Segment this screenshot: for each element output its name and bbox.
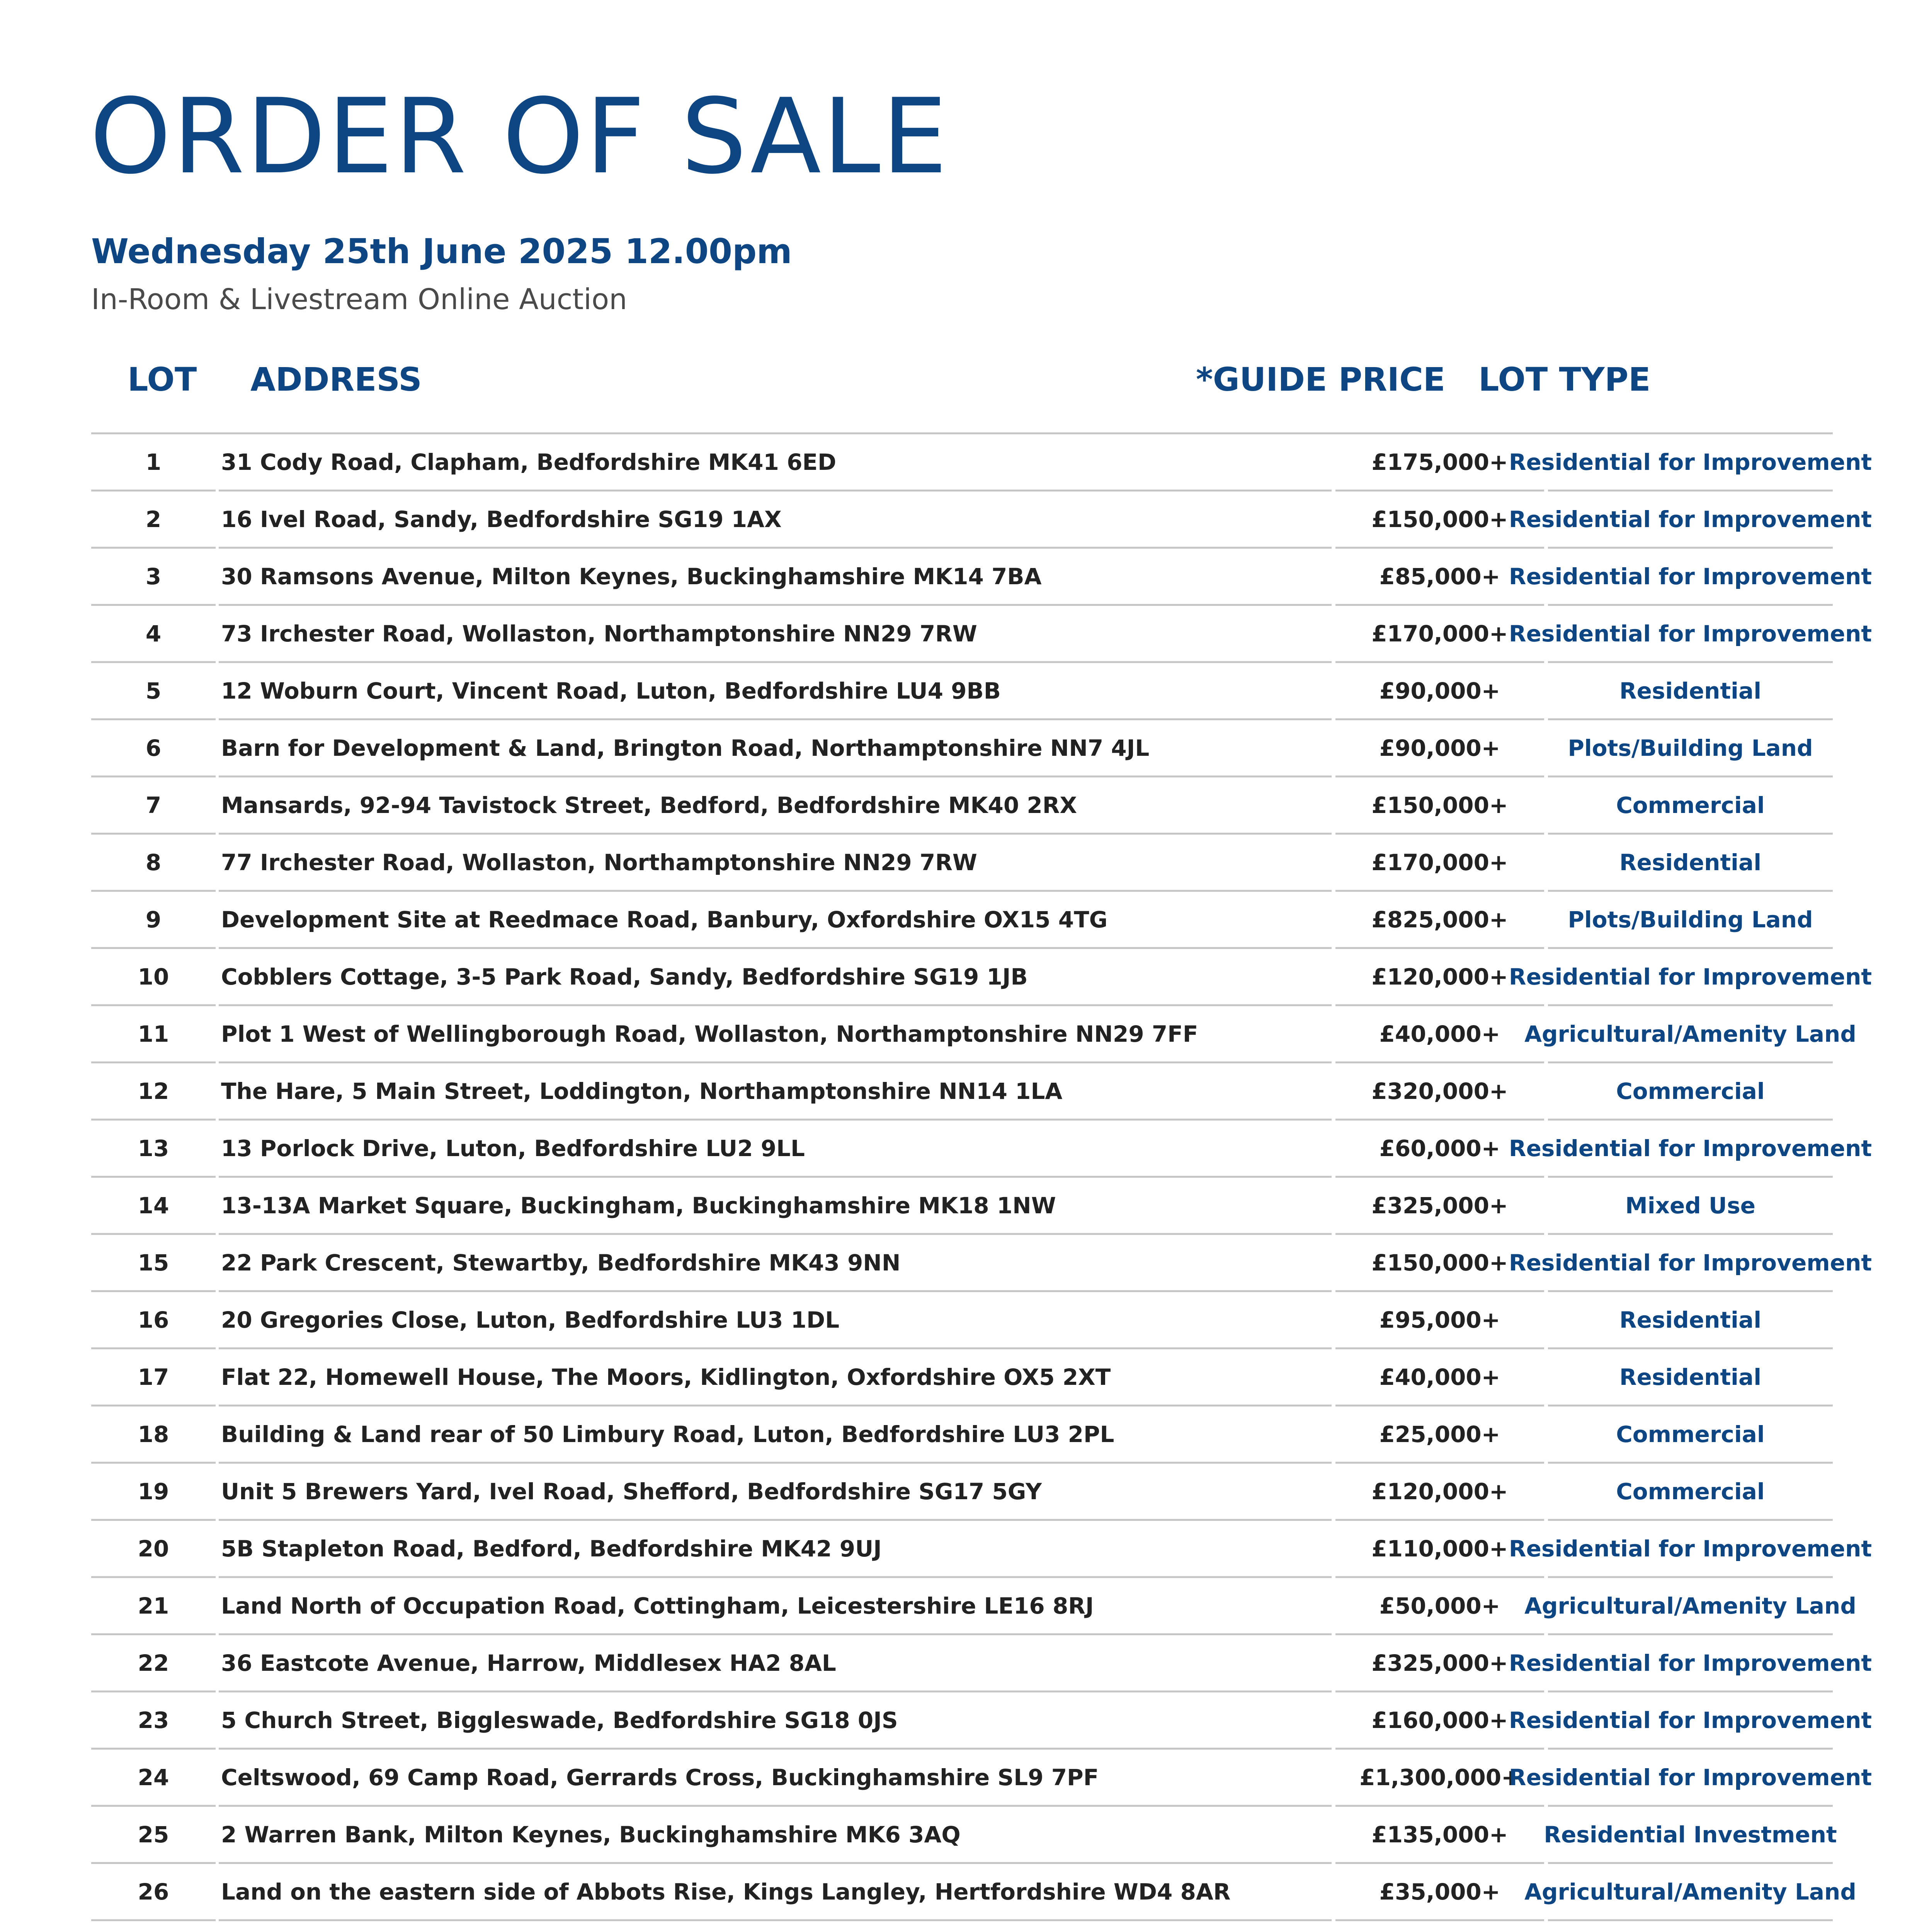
- table-row: [91, 1235, 1872, 1292]
- lot-address: Building & Land rear of 50 Limbury Road, Luton, Bedfordshire LU3 2PL: [219, 1406, 1332, 1464]
- lot-address: 2 Warren Bank, Milton Keynes, Buckinghamshire MK6 3AQ: [219, 1807, 1332, 1864]
- lot-number: 22: [91, 1635, 216, 1692]
- lot-number: 25: [91, 1807, 216, 1864]
- lot-guide-price: £90,000+: [1335, 663, 1544, 720]
- lot-guide-price: £150,000+: [1335, 492, 1544, 549]
- lot-number: 12: [91, 1063, 216, 1121]
- lot-number: 16: [91, 1292, 216, 1349]
- lot-number: [91, 1921, 216, 1932]
- auction-date: Wednesday 25th June 2025 12.00pm: [91, 231, 792, 271]
- lot-type: [1548, 1921, 1833, 1932]
- lot-guide-price: £40,000+: [1335, 1006, 1544, 1063]
- lot-guide-price: £170,000+: [1335, 835, 1544, 892]
- lot-address: 5B Stapleton Road, Bedford, Bedfordshire MK42 9UJ: [219, 1521, 1332, 1578]
- lot-type: Residential for Improvement: [1548, 492, 1833, 549]
- lot-type: Residential for Improvement: [1548, 1121, 1833, 1178]
- table-row: [91, 1006, 1856, 1063]
- table-row: [91, 1692, 1872, 1750]
- lot-guide-price: £150,000+: [1335, 1235, 1544, 1292]
- lot-number: 7: [91, 777, 216, 835]
- lot-type: Residential for Improvement: [1548, 949, 1833, 1006]
- lot-type: Residential for Improvement: [1548, 549, 1833, 606]
- lot-guide-price: [1335, 1921, 1544, 1932]
- table-row: [91, 1921, 1833, 1932]
- lot-type: Residential for Improvement: [1548, 1521, 1833, 1578]
- lot-address: The Hare, 5 Main Street, Loddington, Northamptonshire NN14 1LA: [219, 1063, 1332, 1121]
- lot-address: Celtswood, 69 Camp Road, Gerrards Cross, Buckinghamshire SL9 7PF: [219, 1750, 1332, 1807]
- lot-type: Agricultural/Amenity Land: [1548, 1578, 1833, 1635]
- lot-type: Plots/Building Land: [1548, 720, 1833, 777]
- table-row: [91, 1807, 1837, 1864]
- lot-address: 30 Ramsons Avenue, Milton Keynes, Buckinghamshire MK14 7BA: [219, 549, 1332, 606]
- lot-number: 14: [91, 1178, 216, 1235]
- lot-address: Flat 22, Homewell House, The Moors, Kidlington, Oxfordshire OX5 2XT: [219, 1349, 1332, 1406]
- lot-address: Cobblers Cottage, 3-5 Park Road, Sandy, Bedfordshire SG19 1JB: [219, 949, 1332, 1006]
- lot-type: Plots/Building Land: [1548, 892, 1833, 949]
- lot-type: Residential for Improvement: [1548, 606, 1833, 663]
- lot-type: Residential: [1548, 1292, 1833, 1349]
- lot-guide-price: £320,000+: [1335, 1063, 1544, 1121]
- table-row: [91, 492, 1872, 549]
- column-header-address: ADDRESS: [250, 361, 422, 398]
- lot-guide-price: £35,000+: [1335, 1864, 1544, 1921]
- lot-number: 5: [91, 663, 216, 720]
- lot-address: Development Site at Reedmace Road, Banbury, Oxfordshire OX15 4TG: [219, 892, 1332, 949]
- order-of-sale-table: [91, 432, 1872, 1932]
- lot-number: 2: [91, 492, 216, 549]
- column-header-lot-type: LOT TYPE: [1478, 361, 1651, 398]
- lot-number: 13: [91, 1121, 216, 1178]
- table-row: [91, 1292, 1833, 1349]
- lot-type: Residential for Improvement: [1548, 1692, 1833, 1750]
- lot-number: 17: [91, 1349, 216, 1406]
- lot-guide-price: £85,000+: [1335, 549, 1544, 606]
- lot-type: Residential for Improvement: [1548, 1750, 1833, 1807]
- table-row: [91, 949, 1872, 1006]
- lot-number: 4: [91, 606, 216, 663]
- lot-guide-price: £90,000+: [1335, 720, 1544, 777]
- column-header-guide-price: *GUIDE PRICE: [1196, 361, 1446, 398]
- table-row: [91, 1578, 1856, 1635]
- table-row: [91, 606, 1872, 663]
- lot-number: 10: [91, 949, 216, 1006]
- lot-guide-price: £170,000+: [1335, 606, 1544, 663]
- table-row: [91, 1063, 1833, 1121]
- table-row: [91, 1864, 1856, 1921]
- lot-address: 31 Cody Road, Clapham, Bedfordshire MK41 6ED: [219, 434, 1332, 492]
- lot-type: Commercial: [1548, 1406, 1833, 1464]
- lot-address: Unit 5 Brewers Yard, Ivel Road, Shefford, Bedfordshire SG17 5GY: [219, 1464, 1332, 1521]
- lot-guide-price: £825,000+: [1335, 892, 1544, 949]
- table-row: [91, 777, 1833, 835]
- lot-type: Residential: [1548, 663, 1833, 720]
- lot-address: 13 Porlock Drive, Luton, Bedfordshire LU2 9LL: [219, 1121, 1332, 1178]
- lot-type: Mixed Use: [1548, 1178, 1833, 1235]
- auction-type: In-Room & Livestream Online Auction: [91, 283, 628, 316]
- lot-number: 9: [91, 892, 216, 949]
- lot-number: 1: [91, 434, 216, 492]
- lot-type: Residential: [1548, 835, 1833, 892]
- lot-number: 23: [91, 1692, 216, 1750]
- table-row: [91, 1521, 1872, 1578]
- lot-guide-price: £160,000+: [1335, 1692, 1544, 1750]
- lot-guide-price: £325,000+: [1335, 1635, 1544, 1692]
- lot-type: Agricultural/Amenity Land: [1548, 1864, 1833, 1921]
- lot-number: 21: [91, 1578, 216, 1635]
- lot-address: 22 Park Crescent, Stewartby, Bedfordshire MK43 9NN: [219, 1235, 1332, 1292]
- lot-number: 8: [91, 835, 216, 892]
- lot-type: Commercial: [1548, 777, 1833, 835]
- lot-number: 3: [91, 549, 216, 606]
- lot-address: 13-13A Market Square, Buckingham, Buckinghamshire MK18 1NW: [219, 1178, 1332, 1235]
- lot-number: 6: [91, 720, 216, 777]
- lot-guide-price: £150,000+: [1335, 777, 1544, 835]
- table-row: [91, 434, 1872, 492]
- lot-guide-price: £325,000+: [1335, 1178, 1544, 1235]
- table-row: [91, 1464, 1833, 1521]
- lot-address: [219, 1921, 1332, 1932]
- lot-number: 20: [91, 1521, 216, 1578]
- lot-number: 26: [91, 1864, 216, 1921]
- table-row: [91, 1406, 1833, 1464]
- lot-number: 18: [91, 1406, 216, 1464]
- lot-number: 15: [91, 1235, 216, 1292]
- column-header-lot: LOT: [128, 361, 197, 398]
- table-row: [91, 1750, 1872, 1807]
- page-title: ORDER OF SALE: [90, 77, 949, 197]
- table-row: [91, 720, 1833, 777]
- lot-number: 11: [91, 1006, 216, 1063]
- lot-address: Barn for Development & Land, Brington Road, Northamptonshire NN7 4JL: [219, 720, 1332, 777]
- lot-guide-price: £120,000+: [1335, 1464, 1544, 1521]
- lot-type: Residential for Improvement: [1548, 1235, 1833, 1292]
- lot-address: 12 Woburn Court, Vincent Road, Luton, Bedfordshire LU4 9BB: [219, 663, 1332, 720]
- lot-guide-price: £25,000+: [1335, 1406, 1544, 1464]
- lot-address: Plot 1 West of Wellingborough Road, Wollaston, Northamptonshire NN29 7FF: [219, 1006, 1332, 1063]
- table-row: [91, 1178, 1833, 1235]
- lot-address: Mansards, 92-94 Tavistock Street, Bedford, Bedfordshire MK40 2RX: [219, 777, 1332, 835]
- lot-address: 36 Eastcote Avenue, Harrow, Middlesex HA2 8AL: [219, 1635, 1332, 1692]
- lot-number: 19: [91, 1464, 216, 1521]
- lot-guide-price: £95,000+: [1335, 1292, 1544, 1349]
- lot-address: Land North of Occupation Road, Cottingham, Leicestershire LE16 8RJ: [219, 1578, 1332, 1635]
- lot-address: 5 Church Street, Biggleswade, Bedfordshire SG18 0JS: [219, 1692, 1332, 1750]
- table-row: [91, 549, 1872, 606]
- table-row: [91, 1635, 1872, 1692]
- lot-type: Residential for Improvement: [1548, 434, 1833, 492]
- lot-address: 73 Irchester Road, Wollaston, Northamptonshire NN29 7RW: [219, 606, 1332, 663]
- lot-guide-price: £110,000+: [1335, 1521, 1544, 1578]
- table-row: [91, 835, 1833, 892]
- lot-number: 24: [91, 1750, 216, 1807]
- lot-type: Residential for Improvement: [1548, 1635, 1833, 1692]
- lot-address: 77 Irchester Road, Wollaston, Northamptonshire NN29 7RW: [219, 835, 1332, 892]
- lot-type: Residential: [1548, 1349, 1833, 1406]
- table-row: [91, 1121, 1872, 1178]
- table-row: [91, 1349, 1833, 1406]
- lot-type: Agricultural/Amenity Land: [1548, 1006, 1833, 1063]
- lot-guide-price: £135,000+: [1335, 1807, 1544, 1864]
- lot-address: 16 Ivel Road, Sandy, Bedfordshire SG19 1AX: [219, 492, 1332, 549]
- lot-address: 20 Gregories Close, Luton, Bedfordshire LU3 1DL: [219, 1292, 1332, 1349]
- lot-type: Commercial: [1548, 1063, 1833, 1121]
- lot-type: Residential Investment: [1548, 1807, 1833, 1864]
- lot-guide-price: £60,000+: [1335, 1121, 1544, 1178]
- lot-guide-price: £120,000+: [1335, 949, 1544, 1006]
- lot-guide-price: £50,000+: [1335, 1578, 1544, 1635]
- lot-guide-price: £1,300,000+: [1335, 1750, 1544, 1807]
- lot-type: Commercial: [1548, 1464, 1833, 1521]
- table-row: [91, 663, 1833, 720]
- table-row: [91, 892, 1833, 949]
- lot-guide-price: £40,000+: [1335, 1349, 1544, 1406]
- lot-address: Land on the eastern side of Abbots Rise, Kings Langley, Hertfordshire WD4 8AR: [219, 1864, 1332, 1921]
- lot-guide-price: £175,000+: [1335, 434, 1544, 492]
